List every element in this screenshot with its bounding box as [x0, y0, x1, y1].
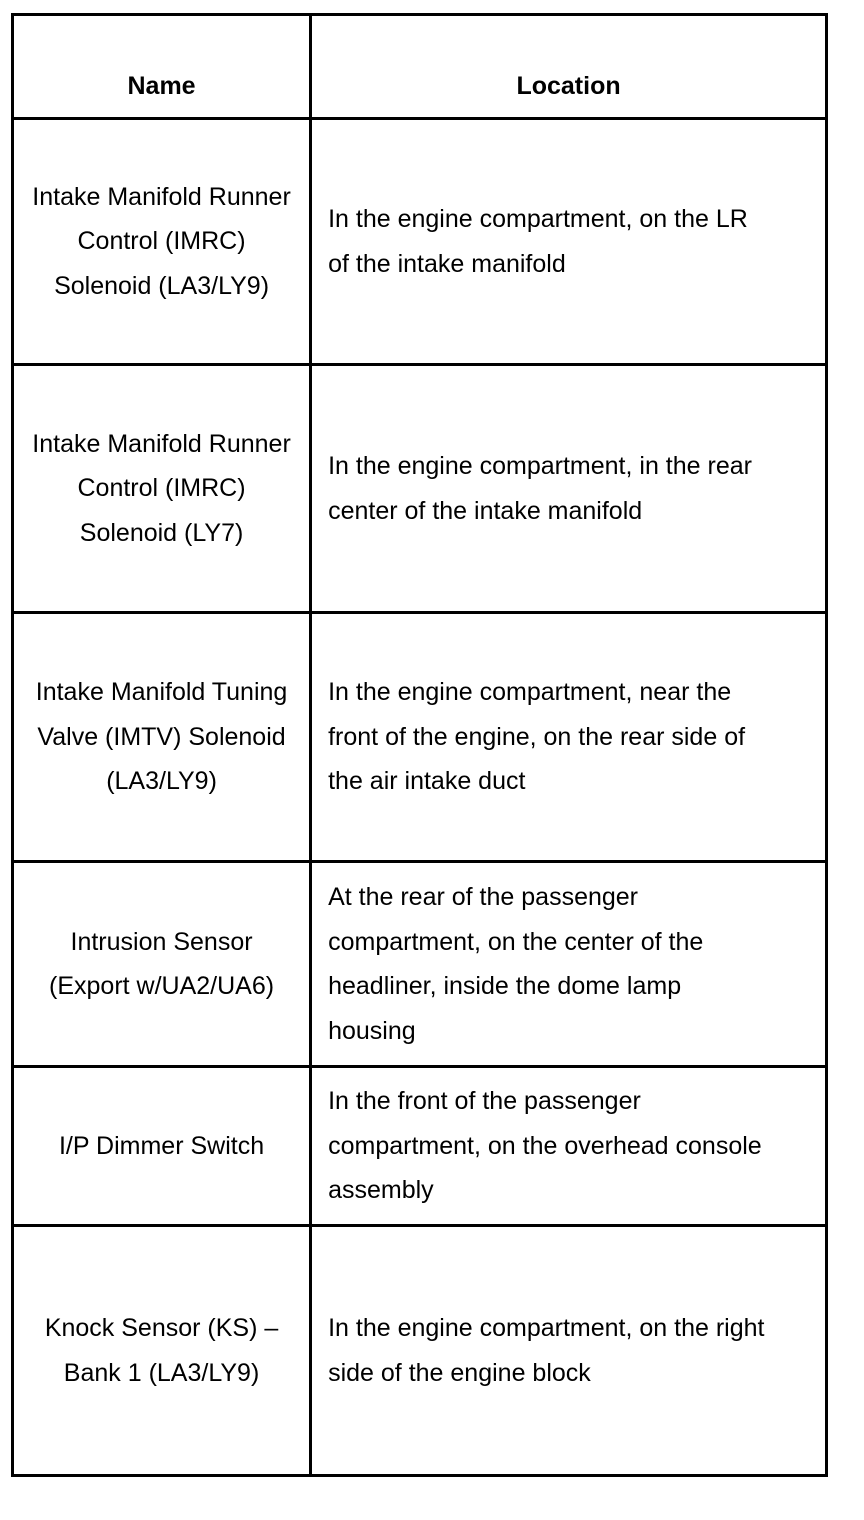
location-cell: At the rear of the passenger compartment, on the center of the headliner, inside the dome lamp housing [311, 862, 827, 1067]
name-cell [13, 862, 311, 1067]
name-cell [13, 365, 311, 613]
component-name: Intake Manifold Tuning Valve (IMTV) Solenoid (LA3/LY9) [35, 678, 288, 796]
name-cell [13, 119, 311, 365]
component-name: Knock Sensor (KS) – Bank 1 (LA3/LY9) [44, 1314, 279, 1387]
component-location-table [11, 13, 828, 1477]
name-cell [13, 1067, 311, 1226]
component-name: Intake Manifold Runner Control (IMRC) Solenoid (LA3/LY9) [32, 182, 291, 300]
table-row [13, 862, 827, 1067]
location-cell: In the engine compartment, on the LR of the intake manifold [311, 119, 827, 365]
table-row [13, 1067, 827, 1226]
name-column-header: Name [13, 15, 311, 119]
table-row [13, 613, 827, 862]
table-row [13, 365, 827, 613]
location-cell: In the engine compartment, in the rear center of the intake manifold [311, 365, 827, 613]
table-row [13, 1226, 827, 1476]
component-name: Intake Manifold Runner Control (IMRC) Solenoid (LY7) [32, 429, 291, 547]
component-name: Intrusion Sensor (Export w/UA2/UA6) [49, 927, 275, 1000]
table-row [13, 119, 827, 365]
name-cell [13, 1226, 311, 1476]
location-cell: In the engine compartment, near the front of the engine, on the rear side of the air intake duct [311, 613, 827, 862]
location-cell: In the front of the passenger compartment, on the overhead console assembly [311, 1067, 827, 1226]
component-name: I/P Dimmer Switch [58, 1131, 265, 1160]
location-column-header: Location [311, 15, 827, 119]
location-cell: In the engine compartment, on the right side of the engine block [311, 1226, 827, 1476]
table-header-row [13, 15, 827, 119]
name-cell [13, 613, 311, 862]
